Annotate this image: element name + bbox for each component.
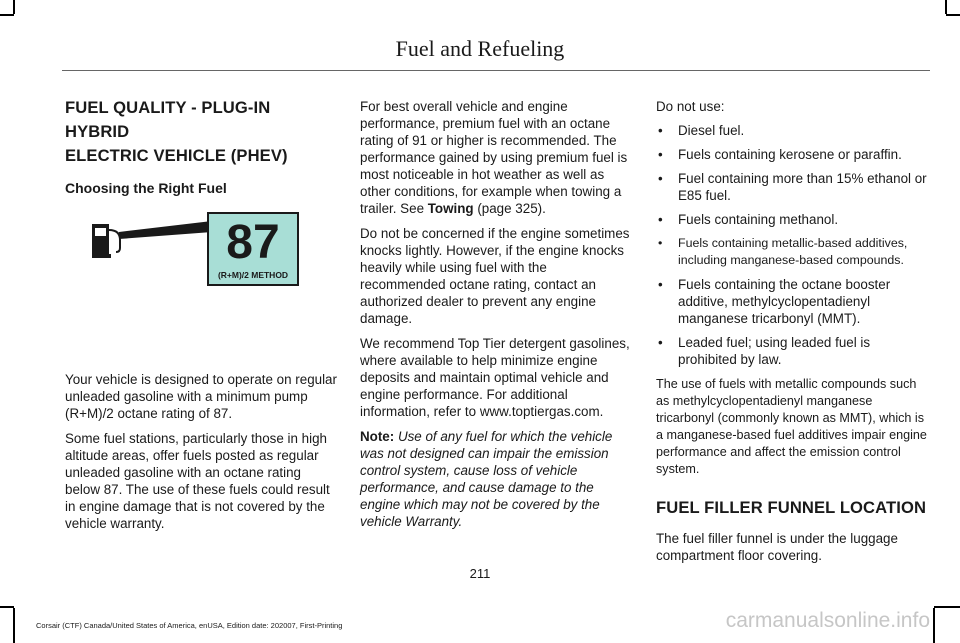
paragraph: We recommend Top Tier detergent gasolines, where available to help minimize engine deposits and maintain optimal vehicle and engine performance. For additional information, refer to www.toptiergas.com. [360,336,630,419]
watermark: carmanualsonline.info [725,609,930,632]
paragraph: Some fuel stations, particularly those in high altitude areas, offer fuels posted as regular unleaded gasoline with an octane rating below 87. The use of these fuels could result in engine damage that is not covered by the vehicle warranty. [65,431,330,531]
list-item: • Fuels containing kerosene or paraffin. [656,146,930,163]
section-title-filler-funnel: FUEL FILLER FUNNEL LOCATION [656,498,927,517]
page-number: 211 [469,566,491,581]
list-item: • Fuels containing metallic-based additives, including manganese-based compounds. [656,235,930,269]
crop-mark [0,14,14,16]
paragraph-text: (page 325). [473,201,546,216]
column-middle [360,98,634,538]
list-item: • Fuel containing more than 15% ethanol or E85 fuel. [656,170,930,204]
paragraph [360,98,634,217]
crop-mark [13,608,15,643]
crop-mark [933,608,935,643]
paragraph: The use of fuels with metallic compounds such as methylcyclopentadienyl manganese tricarbonyl (commonly known as MMT), which is a manganese-based fuel additives impair engine performance and affect the emission control system. [656,377,927,476]
list-item: • Fuels containing methanol. [656,211,930,228]
paragraph: The fuel filler funnel is under the luggage compartment floor covering. [656,531,898,563]
section-title [65,96,339,168]
crop-mark [0,606,14,608]
list-item: • Fuels containing the octane booster additive, methylcyclopentadienyl manganese tricarbonyl (MMT). [656,276,930,327]
octane-number: 87 [226,216,280,269]
edition-footer: Corsair (CTF) Canada/United States of America, enUSA, Edition date: 202007, First-Printing [36,621,343,630]
header-divider [62,70,930,71]
paragraph: Do not be concerned if the engine sometimes knocks lightly. However, if the engine knocks heavily while using fuel with the recommended octane rating, contact an authorized dealer to prevent any engine damage. [360,226,630,326]
do-not-use-list [656,122,930,368]
note-body: Use of any fuel for which the vehicle was not designed can impair the emission control system, cause loss of vehicle performance, and cause damage to the engine which may not be covered by the vehicle Warranty. [360,429,613,529]
paragraph-text: For best overall vehicle and engine performance, premium fuel with an octane rating of 91 or higher is recommended. The performance gained by using premium fuel is most noticeable in hot weather as well as other conditions, for example when towing a trailer. See [360,99,628,216]
crop-mark [946,14,960,16]
column-right [656,98,930,572]
section-title-line1: FUEL QUALITY - PLUG-IN HYBRID [65,98,271,141]
note-label: Note: [360,429,395,444]
list-item: • Diesel fuel. [656,122,930,139]
octane-method-label: (R+M)/2 METHOD [217,270,289,280]
octane-rating-figure [92,210,302,290]
crop-mark [945,0,947,14]
subheading-choosing-fuel: Choosing the Right Fuel [65,180,227,196]
crop-mark [13,0,15,14]
paragraph: Your vehicle is designed to operate on regular unleaded gasoline with a minimum pump (R+M)/2 octane rating of 87. [65,372,337,421]
crop-mark [934,606,960,608]
column-left [65,96,339,540]
towing-link[interactable]: Towing [427,201,474,216]
do-not-use-intro: Do not use: [656,99,725,114]
list-item: • Leaded fuel; using leaded fuel is prohibited by law. [656,334,930,368]
note [360,428,634,530]
section-title-line2: ELECTRIC VEHICLE (PHEV) [65,146,288,165]
page-header-title: Fuel and Refueling [395,36,565,61]
